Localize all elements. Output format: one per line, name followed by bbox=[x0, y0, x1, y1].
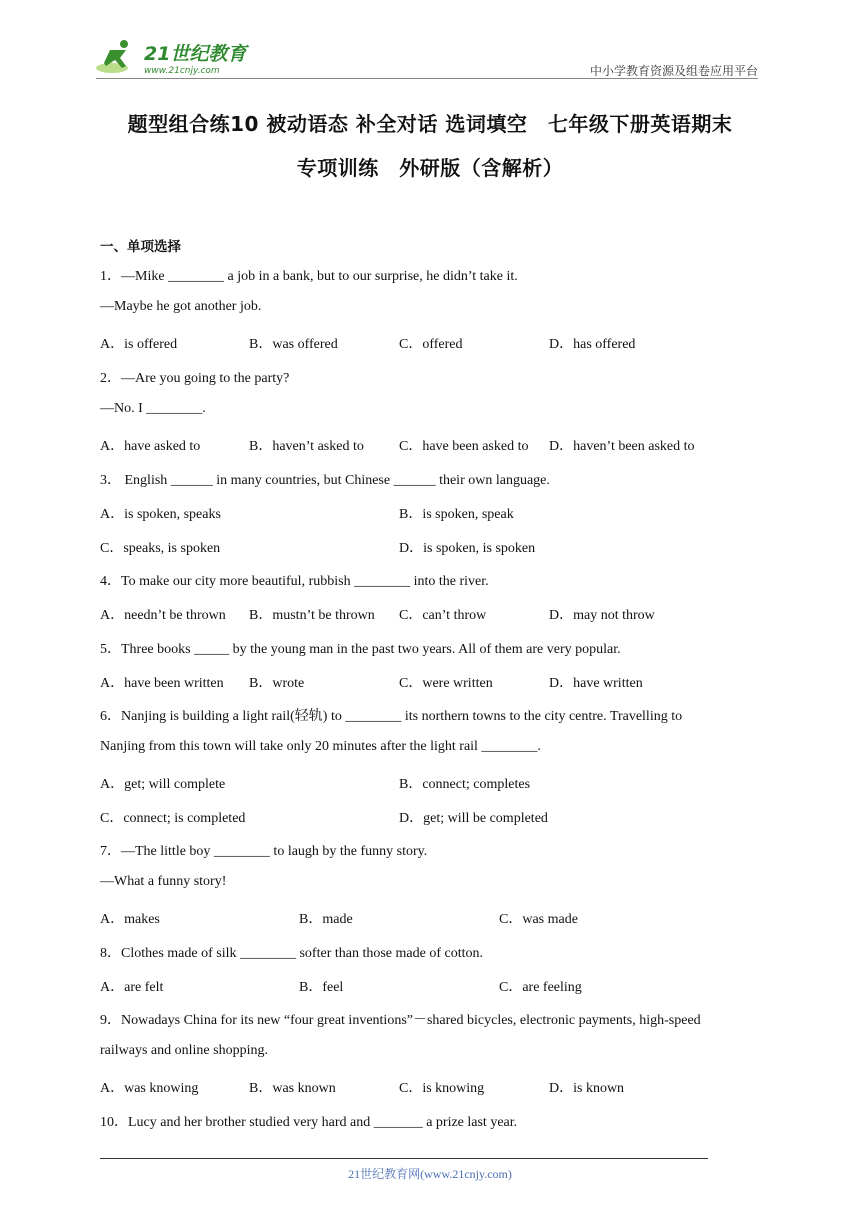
q8-option-c[interactable]: C．are feeling bbox=[499, 980, 582, 995]
q5-option-a[interactable]: A．have been written bbox=[100, 676, 224, 691]
header-divider bbox=[96, 78, 758, 79]
q7-option-a[interactable]: A．makes bbox=[100, 912, 160, 927]
q8-option-b[interactable]: B．feel bbox=[299, 980, 344, 995]
footer-link[interactable]: 21世纪教育网(www.21cnjy.com) bbox=[348, 1167, 512, 1181]
q9-option-b[interactable]: B．was known bbox=[249, 1081, 336, 1096]
question-4-text: 4．To make our city more beautiful, rubbish ________ into the river. bbox=[100, 574, 489, 589]
q9-option-d[interactable]: D．is known bbox=[549, 1081, 625, 1096]
question-6-text: 6．Nanjing is building a light rail(轻轨) to ________ its northern towns to the city centre. Travelling to bbox=[100, 709, 683, 724]
question-7-reply: —What a funny story! bbox=[100, 874, 227, 889]
q1-option-a[interactable]: A．is offered bbox=[100, 337, 178, 352]
q4-option-a[interactable]: A．needn’t be thrown bbox=[100, 608, 226, 623]
q2-option-a[interactable]: A．have asked to bbox=[100, 439, 201, 454]
q2-option-b[interactable]: B．haven’t asked to bbox=[249, 439, 364, 454]
q3-option-a[interactable]: A．is spoken, speaks bbox=[100, 507, 221, 522]
q6-option-a[interactable]: A．get; will complete bbox=[100, 777, 226, 792]
q9-option-c[interactable]: C．is knowing bbox=[399, 1081, 485, 1096]
q3-option-d[interactable]: D．is spoken, is spoken bbox=[399, 541, 536, 556]
page-title-line2: 专项训练 外研版（含解析） bbox=[296, 156, 564, 180]
footer-divider bbox=[100, 1158, 708, 1159]
q7-option-c[interactable]: C．was made bbox=[499, 912, 578, 927]
question-5-text: 5．Three books _____ by the young man in the past two years. All of them are very popular. bbox=[100, 642, 621, 657]
platform-tagline: 中小学教育资源及组卷应用平台 bbox=[589, 64, 758, 78]
question-1-text: 1．—Mike ________ a job in a bank, but to our surprise, he didn’t take it. bbox=[100, 269, 518, 284]
section-heading: 一、单项选择 bbox=[100, 239, 181, 255]
q1-option-d[interactable]: D．has offered bbox=[549, 337, 636, 352]
q7-option-b[interactable]: B．made bbox=[299, 912, 353, 927]
question-6-text-cont: Nanjing from this town will take only 20 minutes after the light rail ________. bbox=[100, 739, 541, 754]
question-8-text: 8．Clothes made of silk ________ softer than those made of cotton. bbox=[100, 946, 483, 961]
q6-option-c[interactable]: C．connect; is completed bbox=[100, 811, 246, 826]
question-1-reply: —Maybe he got another job. bbox=[100, 299, 262, 314]
q3-option-c[interactable]: C．speaks, is spoken bbox=[100, 541, 221, 556]
svg-text:www.21cnjy.com: www.21cnjy.com bbox=[144, 66, 220, 76]
q2-option-d[interactable]: D．haven’t been asked to bbox=[549, 439, 695, 454]
question-2-reply: —No. I ________. bbox=[100, 401, 206, 416]
question-9-text-cont: railways and online shopping. bbox=[100, 1043, 268, 1058]
question-9-text: 9．Nowadays China for its new “four great inventions”－shared bicycles, electronic payments, high-speed bbox=[100, 1013, 701, 1028]
q4-option-c[interactable]: C．can’t throw bbox=[399, 608, 487, 623]
q4-option-b[interactable]: B．mustn’t be thrown bbox=[249, 608, 375, 623]
q2-option-c[interactable]: C．have been asked to bbox=[399, 439, 529, 454]
q5-option-b[interactable]: B．wrote bbox=[249, 676, 305, 691]
page-header bbox=[96, 36, 758, 80]
q5-option-d[interactable]: D．have written bbox=[549, 676, 643, 691]
q5-option-c[interactable]: C．were written bbox=[399, 676, 493, 691]
q1-option-b[interactable]: B．was offered bbox=[249, 337, 338, 352]
question-7-text: 7．—The little boy ________ to laugh by the funny story. bbox=[100, 844, 428, 859]
question-2-text: 2．—Are you going to the party? bbox=[100, 371, 290, 386]
q6-option-d[interactable]: D．get; will be completed bbox=[399, 811, 548, 826]
question-10-text: 10．Lucy and her brother studied very hard and _______ a prize last year. bbox=[100, 1115, 518, 1130]
q8-option-a[interactable]: A．are felt bbox=[100, 980, 164, 995]
q3-option-b[interactable]: B．is spoken, speak bbox=[399, 507, 514, 522]
page-title-line1: 题型组合练10 被动语态 补全对话 选词填空 七年级下册英语期末 bbox=[127, 112, 733, 136]
svg-text:21世纪教育: 21世纪教育 bbox=[144, 43, 247, 65]
q1-option-c[interactable]: C．offered bbox=[399, 337, 463, 352]
site-logo bbox=[96, 36, 266, 80]
q9-option-a[interactable]: A．was knowing bbox=[100, 1081, 199, 1096]
q6-option-b[interactable]: B．connect; completes bbox=[399, 777, 531, 792]
question-3-text: 3． English ______ in many countries, but Chinese ______ their own language. bbox=[100, 473, 550, 488]
q4-option-d[interactable]: D．may not throw bbox=[549, 608, 655, 623]
